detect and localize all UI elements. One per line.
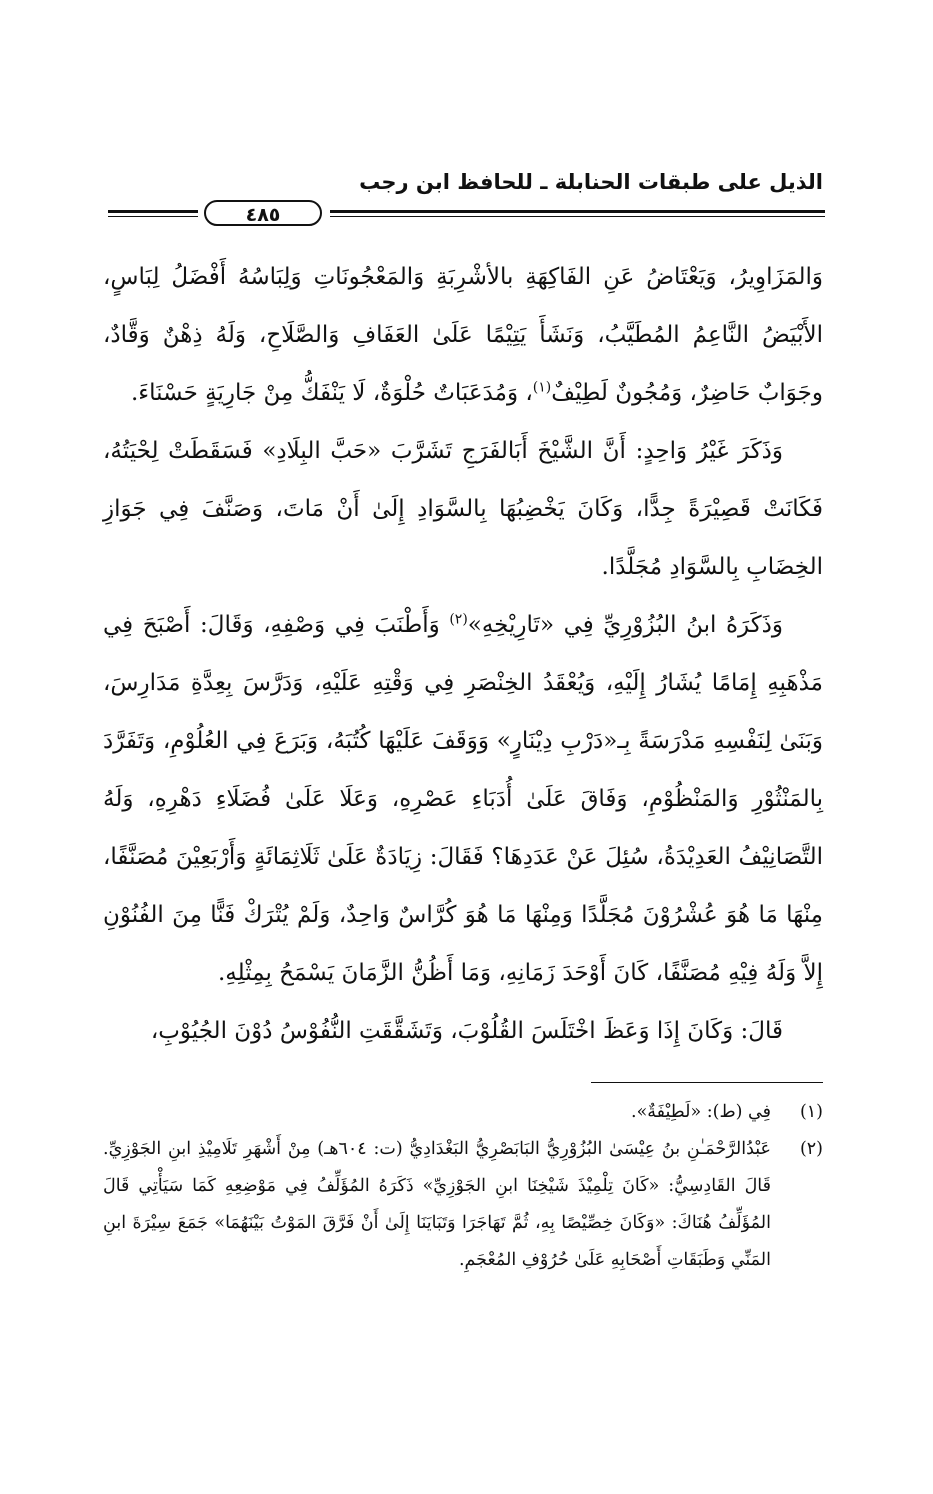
footnote-ref-1: (١) <box>532 379 552 396</box>
page-number: ٤٨٥ <box>204 200 322 226</box>
paragraph-1 <box>103 248 823 422</box>
paragraph-2: وَذَكَرَ غَيْرُ وَاحِدٍ: أَنَّ الشَّيْخَ أَبَالفَرَجِ تَشَرَّبَ «حَبَّ البِلَادِ» فَسَقَطَتْ لِحْيَتُهُ، فَكَانَتْ قَصِيْرَةً جِدًّا، وَكَانَ يَخْضِبُهَا بِالسَّوَادِ إِلَىٰ أَنْ مَاتَ، وَصَنَّفَ فِي جَوَازِ الخِضَابِ بِالسَّوَادِ مُجَلَّدًا. <box>103 438 823 580</box>
footnote-2-number: (٢) <box>799 1139 823 1159</box>
footnote-2-text: عَبْدُالرَّحْمَـٰنِ بنُ عِيْسَىٰ البُزُوْرِيُّ البَابَصْرِيُّ البَغْدَادِيُّ (ت: ٦٠٤هـ) مِنْ أَشْهَرِ تَلَامِيْذِ ابنِ الجَوْزِيِّ. قَالَ القَادِسِيُّ: «كَانَ تِلْمِيْذَ شَيْخِنَا ابنِ الجَوْزِيِّ» ذَكَرَهُ المُؤَلِّفُ فِي مَوْضِعِهِ كَمَا سَيَأْتِي قَالَ المُؤَلِّفُ هُنَاكَ: «وَكَانَ خِصِّيْصًا بِهِ، ثُمَّ تَهَاجَرَا وَتَبَايَنَا إِلَىٰ أَنْ فَرَّقَ المَوْتُ بَيْنَهُمَا» جَمَعَ سِيْرَةَ ابنِ المَنِّي وَطَبَقَاتِ أَصْحَابِهِ عَلَىٰ حُرُوْفِ المُعْجَمِ. <box>103 1139 771 1270</box>
paragraph-3-text: وَذَكَرَهُ ابنُ البُزُوْرِيِّ فِي «تَارِيْخِهِ» <box>467 612 784 638</box>
header-rule-line-left <box>108 210 198 213</box>
paragraph-1-tail: ، وَمُدَعَبَاتٌ حُلْوَةٌ، لَا يَنْفَكُّ مِنْ جَارِيَةٍ حَسْنَاءَ. <box>131 380 533 406</box>
footnote-ref-2: (٢) <box>449 611 468 628</box>
paragraph-4: قَالَ: وَكَانَ إِذَا وَعَظَ اخْتَلَسَ القُلُوْبَ، وَتَشَقَّقَتِ النُّفُوْسُ دُوْنَ الجُيُوْبِ، <box>150 1018 783 1044</box>
paragraph-3 <box>103 596 823 1002</box>
footnote-separator <box>591 1082 823 1083</box>
footnote-2 <box>103 1131 823 1279</box>
paragraph-3-tail: وَأَطْنَبَ فِي وَصْفِهِ، وَقَالَ: أَصْبَحَ فِي مَذْهَبِهِ إِمَامًا يُشَارُ إِلَيْهِ، وَيُعْقَدُ الخِنْصَرِ فِي وَقْتِهِ عَلَيْهِ، وَدَرَّسَ بِعِدَّةِ مَدَارِسَ، وَبَنَىٰ لِنَفْسِهِ مَدْرَسَةً بِـ«دَرْبِ دِيْنَارٍ» وَوَقَفَ عَلَيْهَا كُتُبَهُ، وَبَرَعَ فِي العُلُوْمِ، وَتَفَرَّدَ بِالمَنْثُوْرِ وَالمَنْظُوْمِ، وَفَاقَ عَلَىٰ أُدَبَاءِ عَصْرِهِ، وَعَلَا عَلَىٰ فُضَلَاءِ دَهْرِهِ، وَلَهُ التَّصَانِيْفُ العَدِيْدَةُ، سُئِلَ عَنْ عَدَدِهَا؟ فَقَالَ: زِيَادَةٌ عَلَىٰ ثَلَاثِمَائَةٍ وَأَرْبَعِيْنَ مُصَنَّفًا، مِنْهَا مَا هُوَ عُشْرُوْنَ مُجَلَّدًا وَمِنْهَا مَا هُوَ كُرَّاسٌ وَاحِدٌ، وَلَمْ يُتْرَكْ فَنًّا مِنَ الفُنُوْنِ إِلاَّ وَلَهُ فِيْهِ مُصَنَّفًا، كَانَ أَوْحَدَ زَمَانِهِ، وَمَا أَظُنُّ الزَّمَانَ يَسْمَحُ بِمِثْلِهِ. <box>103 612 823 986</box>
footnotes <box>103 1094 823 1279</box>
main-text <box>103 248 823 1060</box>
footnote-1-text: فِي (ط): «لَطِيْفَةٌ». <box>631 1102 771 1122</box>
footnote-1-number: (١) <box>799 1102 823 1122</box>
paragraph-1-text: وَالمَزَاوِيرُ، وَيَعْتَاضُ عَنِ الفَاكِهَةِ بالأشْرِبَةِ وَالمَعْجُونَاتِ وَلِبَاسُهُ أَفْضَلُ لِبَاسٍ، الأَبْيَضُ النَّاعِمُ المُطَيَّبُ، وَنَشَأَ يَتِيْمًا عَلَىٰ العَفَافِ وَالصَّلَاحِ، وَلَهُ ذِهْنٌ وَقَّادٌ، وجَوَابٌ حَاضِرٌ، وَمُجُونٌ لَطِيْفٌ <box>103 264 823 406</box>
header-rule-line-right <box>330 210 825 213</box>
header-rule <box>108 200 825 228</box>
running-head-title: الذيل على طبقات الحنابلة ـ للحافظ ابن رجب <box>359 170 823 194</box>
footnote-1 <box>103 1094 823 1131</box>
